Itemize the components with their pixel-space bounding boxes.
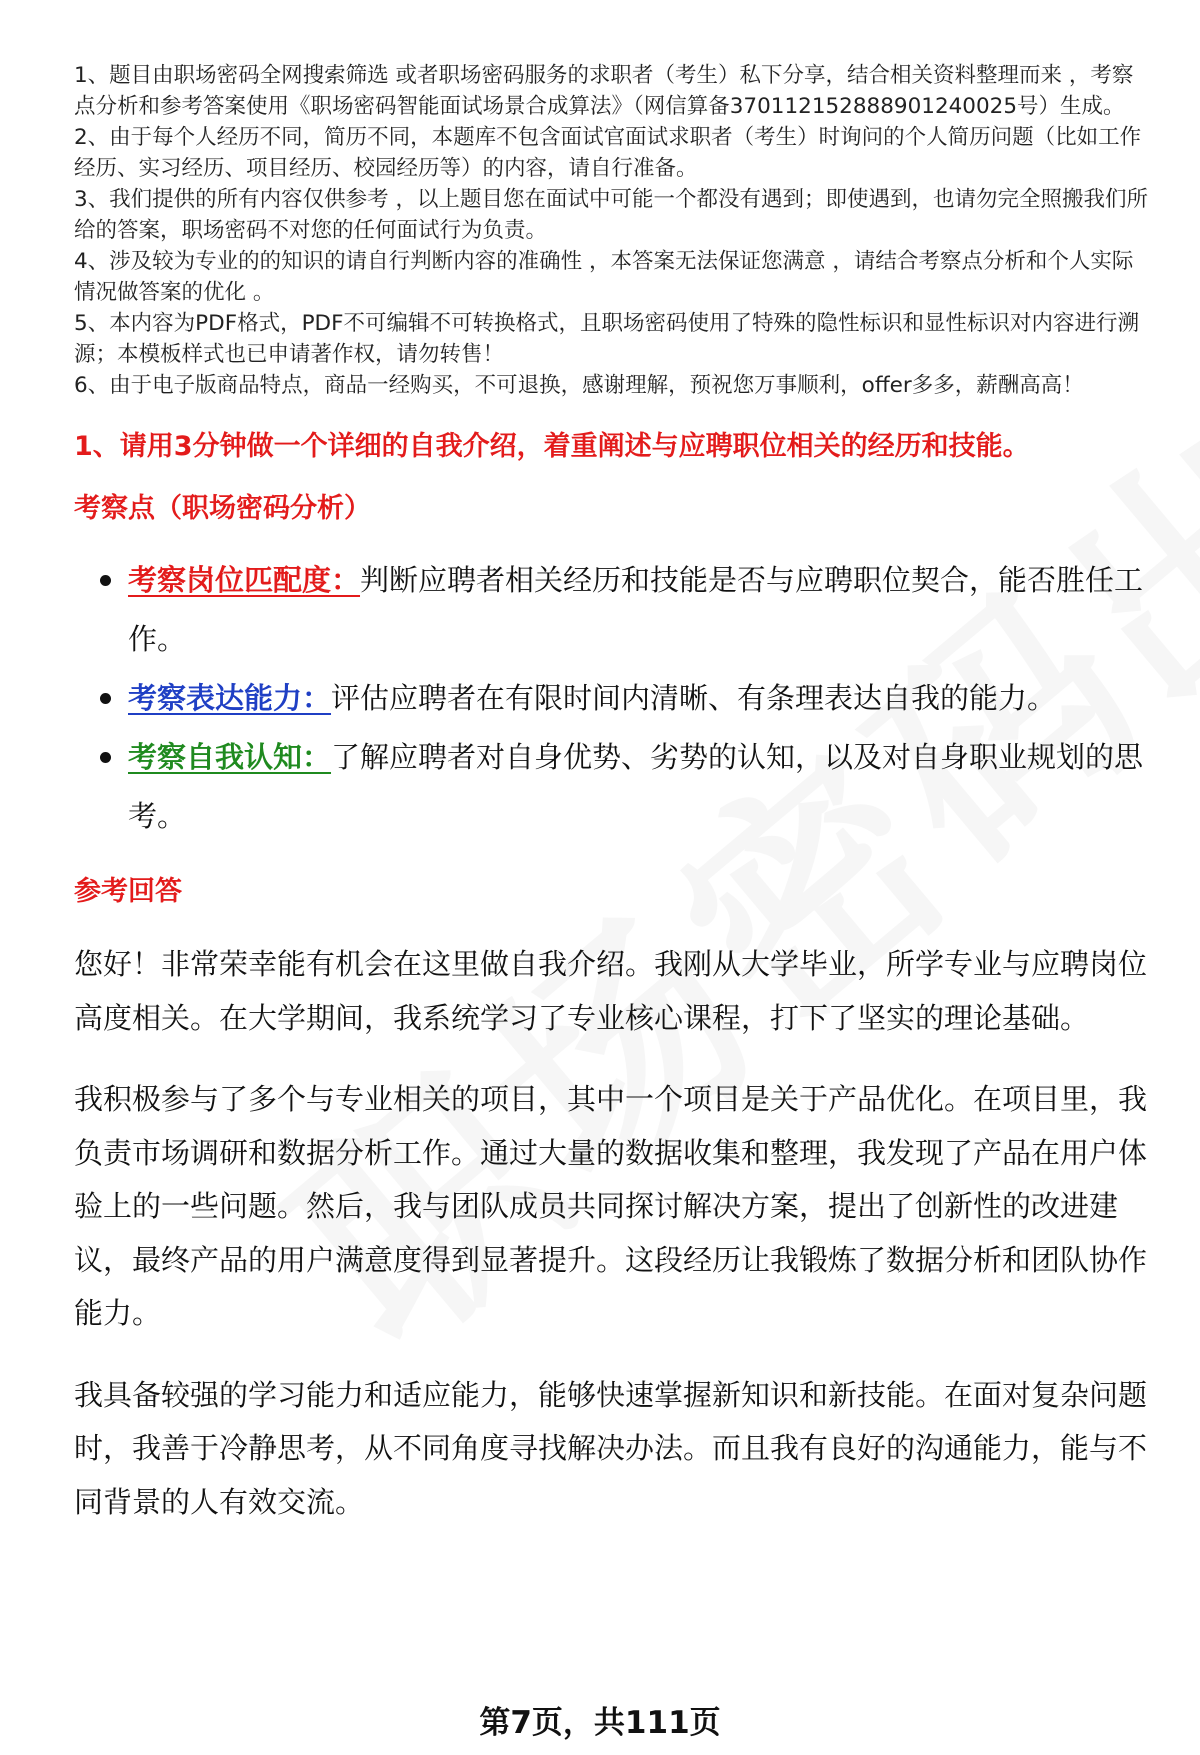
disclaimer-item: 2、由于每个人经历不同，简历不同，本题库不包含面试官面试求职者（考生）时询问的个人简历问题（比如工作经历、实习经历、项目经历、校园经历等）的内容，请自行准备。 bbox=[74, 125, 1142, 181]
document-page bbox=[74, 60, 1154, 1529]
disclaimer-item: 1、题目由职场密码全网搜索筛选 或者职场密码服务的求职者（考生）私下分享，结合相关资料整理而来 ，考察点分析和参考答案使用《职场密码智能面试场景合成算法》（网信算备370112152888901240025号）生成。 bbox=[74, 63, 1134, 119]
point-text: 判断应聘者相关经历和技能是否与应聘职位契合，能否胜任工作。 bbox=[128, 563, 1144, 656]
answer-paragraph: 您好！非常荣幸能有机会在这里做自我介绍。我刚从大学毕业，所学专业与应聘岗位高度相关。在大学期间，我系统学习了专业核心课程，打下了坚实的理论基础。 bbox=[74, 947, 1148, 1035]
point-text: 了解应聘者对自身优势、劣势的认知，以及对自身职业规划的思考。 bbox=[128, 740, 1144, 833]
question-title: 1、请用3分钟做一个详细的自我介绍，着重阐述与应聘职位相关的经历和技能。 bbox=[74, 431, 1030, 462]
analysis-point bbox=[128, 669, 1154, 728]
answer-paragraph: 我积极参与了多个与专业相关的项目，其中一个项目是关于产品优化。在项目里，我负责市场调研和数据分析工作。通过大量的数据收集和整理，我发现了产品在用户体验上的一些问题。然后，我与团队成员共同探讨解决方案，提出了创新性的改进建议，最终产品的用户满意度得到显著提升。这段经历让我锻炼了数据分析和团队协作能力。 bbox=[74, 1082, 1148, 1330]
point-label-expression: 考察表达能力： bbox=[128, 681, 332, 715]
disclaimer-block bbox=[74, 60, 1154, 401]
point-label-job-match: 考察岗位匹配度： bbox=[128, 563, 361, 597]
point-label-self-awareness: 考察自我认知： bbox=[128, 740, 332, 774]
bullet-icon bbox=[100, 693, 111, 704]
analysis-points bbox=[74, 551, 1154, 846]
page-number: 第7页，共111页 bbox=[479, 1705, 721, 1741]
bullet-icon bbox=[100, 752, 111, 763]
answer-heading: 参考回答 bbox=[74, 876, 182, 907]
answer-paragraph: 我具备较强的学习能力和适应能力，能够快速掌握新知识和新技能。在面对复杂问题时，我善于冷静思考，从不同角度寻找解决办法。而且我有良好的沟通能力，能与不同背景的人有效交流。 bbox=[74, 1377, 1148, 1519]
analysis-point bbox=[128, 728, 1154, 846]
disclaimer-item: 5、本内容为PDF格式，PDF不可编辑不可转换格式，且职场密码使用了特殊的隐性标识和显性标识对内容进行溯源；本模板样式也已申请著作权，请勿转售！ bbox=[74, 311, 1139, 367]
point-text: 评估应聘者在有限时间内清晰、有条理表达自我的能力。 bbox=[331, 681, 1057, 715]
analysis-point bbox=[128, 551, 1154, 669]
bullet-icon bbox=[100, 575, 111, 586]
disclaimer-item: 3、我们提供的所有内容仅供参考 ，以上题目您在面试中可能一个都没有遇到；即使遇到，也请勿完全照搬我们所给的答案，职场密码不对您的任何面试行为负责。 bbox=[74, 187, 1149, 243]
analysis-heading: 考察点（职场密码分析） bbox=[74, 493, 371, 524]
disclaimer-item: 6、由于电子版商品特点，商品一经购买，不可退换，感谢理解，预祝您万事顺利，offer多多，薪酬高高！ bbox=[74, 373, 1084, 398]
disclaimer-item: 4、涉及较为专业的的知识的请自行判断内容的准确性 ，本答案无法保证您满意 ，请结合考察点分析和个人实际情况做答案的优化 。 bbox=[74, 249, 1134, 305]
